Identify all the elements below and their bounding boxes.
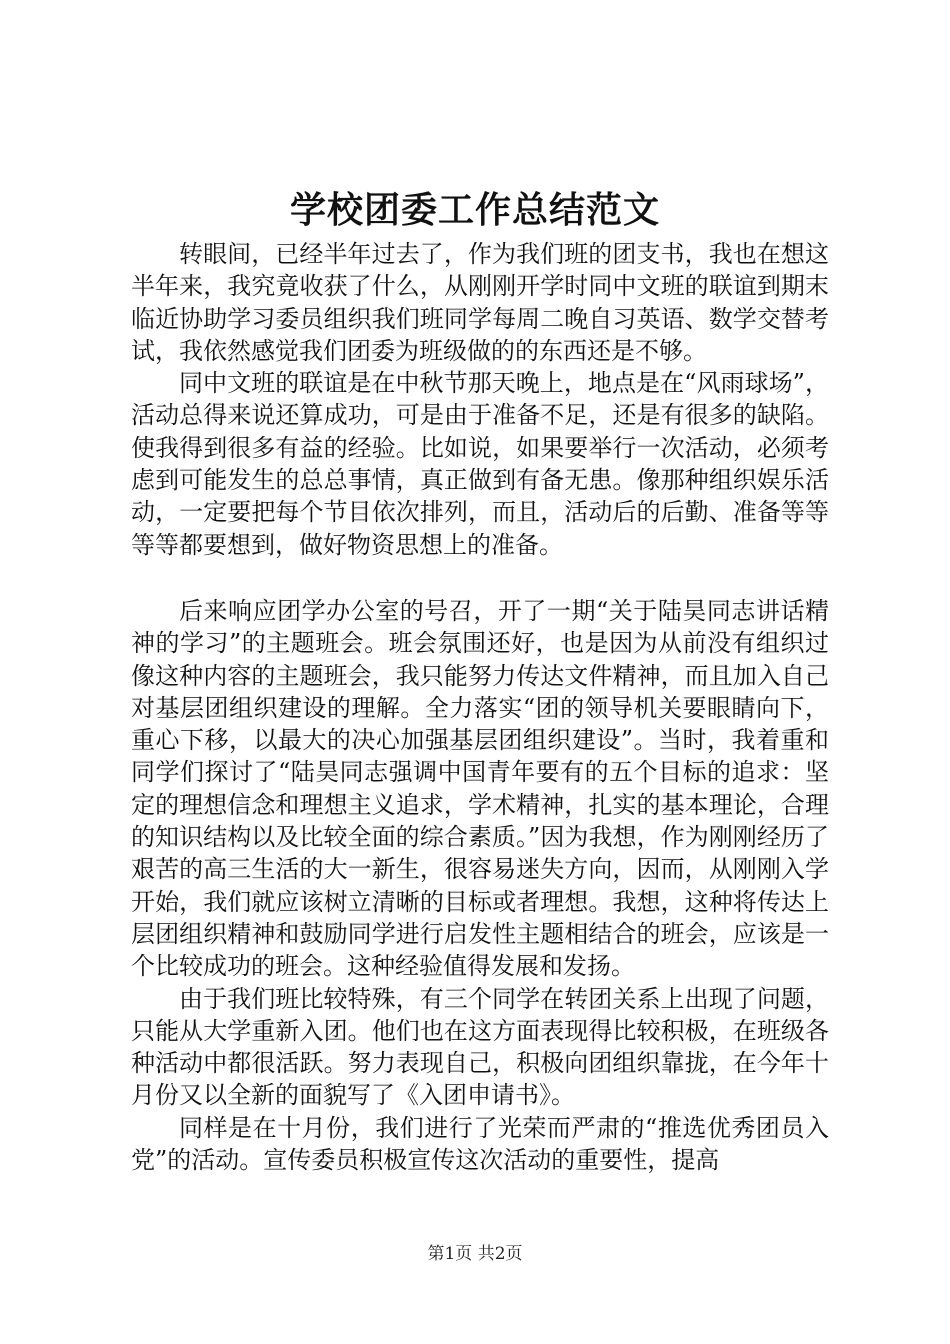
- paragraph-3: 后来响应团学办公室的号召，开了一期“关于陆昊同志讲话精神的学习”的主题班会。班会氛围还好，也是因为从前没有组织过像这种内容的主题班会，我只能努力传达文件精神，而且加入自己对基层团组织建设的理解。全力落实“团的领导机关要眼睛向下，重心下移，以最大的决心加强基层团组织建设”。当时，我着重和同学们探讨了“陆昊同志强调中国青年要有的五个目标的追求：坚定的理想信念和理想主义追求，学术精神，扎实的基本理论，合理的知识结构以及比较全面的综合素质。”因为我想，作为刚刚经历了艰苦的高三生活的大一新生，很容易迷失方向，因而，从刚刚入学开始，我们就应该树立清晰的目标或者理想。我想，这种将传达上层团组织精神和鼓励同学进行启发性主题相结合的班会，应该是一个比较成功的班会。这种经验值得发展和发扬。: [131, 596, 829, 981]
- paragraph-2: 同中文班的联谊是在中秋节那天晚上，地点是在“风雨球场”，活动总得来说还算成功，可是由于准备不足，还是有很多的缺陷。使我得到很多有益的经验。比如说，如果要举行一次活动，必须考虑到可能发生的总总事情，真正做到有备无患。像那种组织娱乐活动，一定要把每个节目依次排列，而且，活动后的后勤、准备等等等等都要想到，做好物资思想上的准备。: [131, 369, 829, 559]
- paragraph-5: 同样是在十月份，我们进行了光荣而严肃的“推选优秀团员入党”的活动。宣传委员积极宣传这次活动的重要性，提高: [131, 1113, 829, 1175]
- paragraph-1: 转眼间，已经半年过去了，作为我们班的团支书，我也在想这半年来，我究竟收获了什么，从刚刚开学时同中文班的联谊到期末临近协助学习委员组织我们班同学每周二晚自习英语、数学交替考试，我依然感觉我们团委为班级做的的东西还是不够。: [131, 240, 829, 365]
- document-title: 学校团委工作总结范文: [289, 189, 660, 231]
- document-body: [131, 238, 829, 1176]
- page-footer: 第1页 共2页: [427, 1244, 523, 1264]
- paragraph-4: 由于我们班比较特殊，有三个同学在转团关系上出现了问题，只能从大学重新入团。他们也在这方面表现得比较积极，在班级各种活动中都很活跃。努力表现自己，积极向团组织靠拢，在今年十月份又以全新的面貌写了《入团申请书》。: [131, 984, 829, 1110]
